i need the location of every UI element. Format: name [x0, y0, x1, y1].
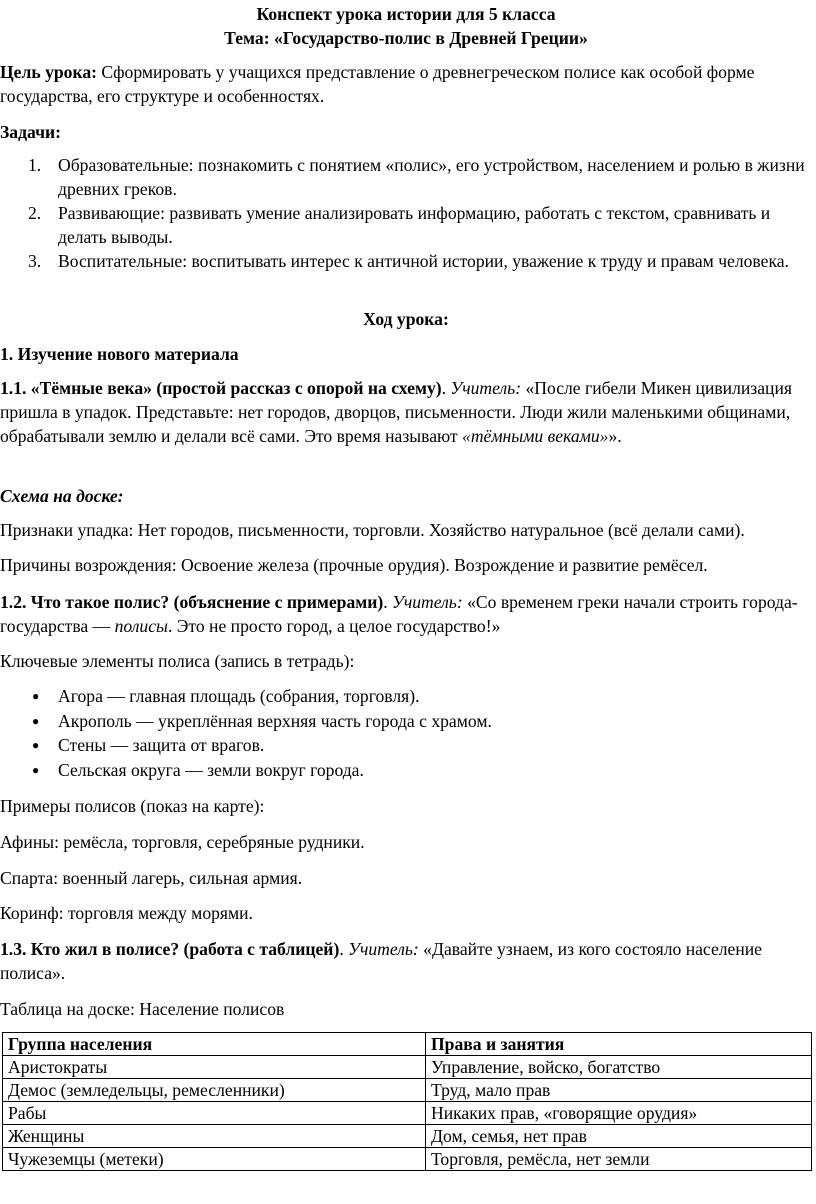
tasks-heading: Задачи:	[0, 122, 61, 142]
bullet-icon: ●	[32, 762, 40, 777]
teacher-label: Учитель:	[348, 939, 419, 959]
list-item: ● Стены — защита от врагов.	[32, 735, 265, 755]
tasks-list	[0, 153, 812, 273]
scheme-heading: Схема на доске:	[0, 486, 124, 506]
teacher-label: Учитель:	[392, 592, 463, 612]
population-table	[2, 1032, 812, 1171]
table-cell: Чужеземцы (метеки)	[3, 1148, 426, 1171]
elements-intro: Ключевые элементы полиса (запись в тетрадь):	[0, 651, 355, 671]
lesson-flow-heading: Ход урока:	[363, 309, 449, 329]
table-header-row	[3, 1033, 812, 1056]
term-polis: полисы	[114, 616, 168, 636]
lesson-title: Конспект урока истории для 5 класса	[256, 4, 556, 24]
table-cell: Торговля, ремёсла, нет земли	[426, 1148, 812, 1171]
bullet-icon: ●	[32, 713, 40, 728]
task-item: 2. Развивающие: развивать умение анализировать информацию, работать с текстом, сравнивать и делать выводы.	[28, 203, 771, 247]
table-cell: Рабы	[3, 1102, 426, 1125]
list-item: ● Акрополь — укреплённая верхняя часть города с храмом.	[32, 710, 492, 731]
goal-label: Цель урока:	[0, 62, 97, 82]
list-item: ● Сельская округа — земли вокруг города.	[32, 759, 364, 780]
teacher-label: Учитель:	[450, 378, 522, 398]
example-athens: Афины: ремёсла, торговля, серебряные рудники.	[0, 832, 365, 852]
subsection-1-3-title: 1.3. Кто жил в полисе? (работа с таблицей)	[0, 939, 340, 959]
bullet-icon: ●	[32, 689, 40, 703]
list-item: ● Агора — главная площадь (собрания, торговля).	[32, 686, 420, 706]
scheme-decline: Признаки упадка: Нет городов, письменности, торговли. Хозяйство натуральное (всё делали сами).	[0, 520, 745, 540]
examples-intro: Примеры полисов (показ на карте):	[0, 796, 265, 816]
table-caption: Таблица на доске: Население полисов	[0, 999, 285, 1019]
task-item: 3. Воспитательные: воспитывать интерес к античной истории, уважение к труду и правам человека.	[28, 251, 789, 271]
table-row	[3, 1079, 812, 1102]
goal-text: Сформировать у учащихся представление о древнегреческом полисе как особой форме государства, его структуре и особенностях.	[0, 62, 755, 106]
subsection-1-1: 1.1. «Тёмные века» (простой рассказ с опорой на схему). Учитель: «После гибели Микен цивилизация пришла в упадок. Представьте: нет городов, дворцов, письменности. Люди жили маленькими общинами, обрабатывали землю и делали всё сами. Это время называют «тёмными веками»».	[0, 378, 792, 446]
table-cell: Управление, войско, богатство	[426, 1056, 812, 1079]
elements-list	[0, 684, 812, 782]
lesson-topic: Тема: «Государство-полис в Древней Греции»	[224, 28, 588, 48]
bullet-icon: ●	[32, 738, 40, 752]
table-cell: Труд, мало прав	[426, 1079, 812, 1102]
column-header: Права и занятия	[426, 1033, 812, 1056]
table-cell: Аристократы	[3, 1056, 426, 1079]
table-cell: Демос (земледельцы, ремесленники)	[3, 1079, 426, 1102]
subsection-1-2: 1.2. Что такое полис? (объяснение с примерами). Учитель: «Со временем греки начали строить города-государства — полисы. Это не просто город, а целое государство!»	[0, 592, 798, 636]
table-cell: Никаких прав, «говорящие орудия»	[426, 1102, 812, 1125]
table-cell: Дом, семья, нет прав	[426, 1125, 812, 1148]
table-row	[3, 1148, 812, 1171]
example-sparta: Спарта: военный лагерь, сильная армия.	[0, 868, 303, 888]
example-corinth: Коринф: торговля между морями.	[0, 903, 253, 923]
lesson-goal	[0, 60, 812, 108]
column-header: Группа населения	[3, 1033, 426, 1056]
scheme-revival: Причины возрождения: Освоение железа (прочные орудия). Возрождение и развитие ремёсел.	[0, 555, 708, 575]
table-row	[3, 1056, 812, 1079]
table-cell: Женщины	[3, 1125, 426, 1148]
term-dark-ages: «тёмными веками»	[462, 426, 609, 446]
section-1-heading: 1. Изучение нового материала	[0, 344, 239, 364]
subsection-1-3: 1.3. Кто жил в полисе? (работа с таблицей). Учитель: «Давайте узнаем, из кого состояло население полиса».	[0, 939, 762, 983]
subsection-1-2-title: 1.2. Что такое полис? (объяснение с примерами)	[0, 592, 384, 612]
subsection-1-1-title: 1.1. «Тёмные века» (простой рассказ с опорой на схему)	[0, 378, 442, 398]
table-row	[3, 1102, 812, 1125]
table-row	[3, 1125, 812, 1148]
task-item: 1. Образовательные: познакомить с понятием «полис», его устройством, населением и ролью в жизни древних греков.	[28, 155, 805, 199]
document-title	[0, 2, 812, 50]
